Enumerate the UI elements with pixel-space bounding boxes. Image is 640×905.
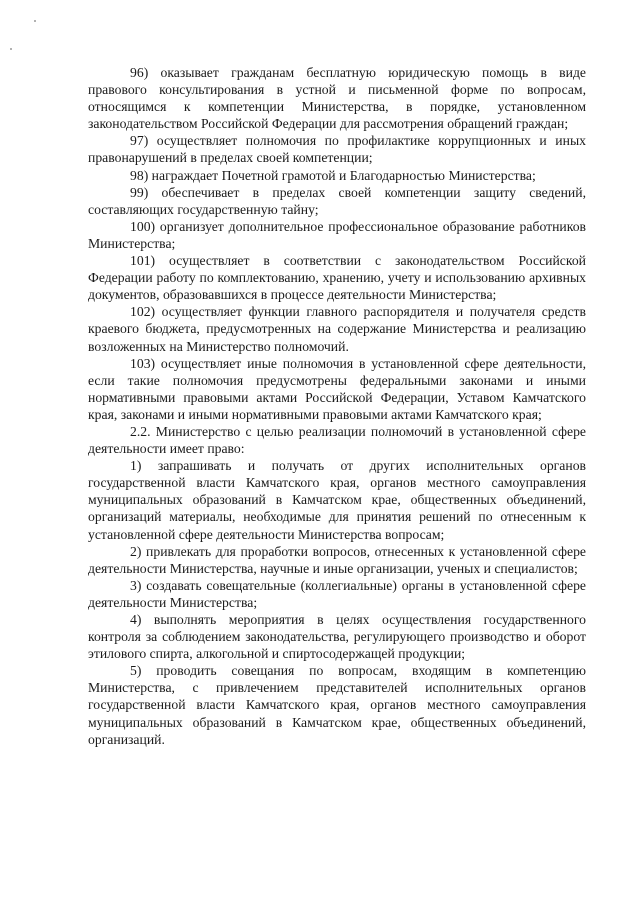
- paragraph-right-5: 5) проводить совещания по вопросам, входящим в компетенцию Министерства, с привлечением представителей исполнительных органов государственной власти Камчатского края, органов местного самоуправления муниципальных образований в Камчатском крае, общественных объединений, организаций.: [88, 663, 586, 747]
- paragraph-item-98: 98) награждает Почетной грамотой и Благодарностью Министерства;: [130, 167, 536, 183]
- paragraph-right-2: 2) привлекать для проработки вопросов, отнесенных к установленной сфере деятельности Министерства, научные и иные организации, ученых и специалистов;: [88, 543, 586, 576]
- paragraph-item-103: 103) осуществляет иные полномочия в установленной сфере деятельности, если такие полномочия предусмотрены федеральными законами и иными нормативными правовыми актами Российской Федерации, Уставом Камчатского края, законами и иными нормативными правовыми актами Камчатского края;: [88, 355, 586, 422]
- paragraph-item-102: 102) осуществляет функции главного распорядителя и получателя средств краевого бюджета, предусмотренных на содержание Министерства и реализацию возложенных на Министерство полномочий.: [88, 304, 586, 354]
- paragraph-item-101: 101) осуществляет в соответствии с законодательством Российской Федерации работу по комплектованию, хранению, учету и использованию архивных документов, образовавшихся в процессе деятельности Министерства;: [88, 253, 586, 303]
- paragraph-section-2-2: 2.2. Министерство с целью реализации полномочий в установленной сфере деятельности имеет право:: [88, 423, 586, 457]
- paragraph-right-4: 4) выполнять мероприятия в целях осуществления государственного контроля за соблюдением законодательства, регулирующего производство и оборот этилового спирта, алкогольной и спиртосодержащей продукции;: [88, 612, 586, 662]
- paragraph-item-99: 99) обеспечивает в пределах своей компетенции защиту сведений, составляющих государственную тайну;: [88, 184, 586, 217]
- scan-speck: [10, 48, 12, 50]
- document-body: [88, 64, 586, 748]
- scan-speck: [34, 20, 36, 22]
- paragraph-right-3: 3) создавать совещательные (коллегиальные) органы в установленной сфере деятельности Министерства;: [88, 577, 586, 610]
- paragraph-item-97: 97) осуществляет полномочия по профилактике коррупционных и иных правонарушений в пределах своей компетенции;: [88, 133, 586, 166]
- paragraph-item-96: 96) оказывает гражданам бесплатную юридическую помощь в виде правового консультирования в устной и письменной форме по вопросам, относящимся к компетенции Министерства, в порядке, установленном законодательством Российской Федерации для рассмотрения обращений граждан;: [88, 65, 586, 132]
- paragraph-item-100: 100) организует дополнительное профессиональное образование работников Министерства;: [88, 218, 586, 251]
- paragraph-right-1: 1) запрашивать и получать от других исполнительных органов государственной власти Камчатского края, органов местного самоуправления муниципальных образований в Камчатском крае, общественных объединений, организаций материалы, необходимые для принятия решений по отнесенным к установленной сфере деятельности Министерства вопросам;: [88, 458, 586, 542]
